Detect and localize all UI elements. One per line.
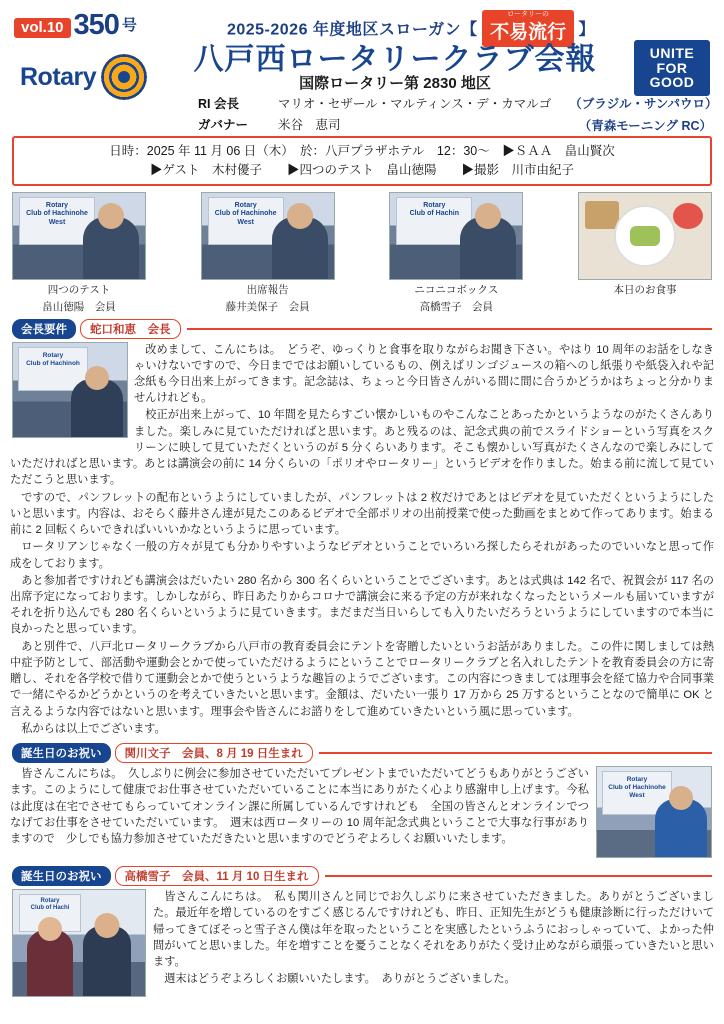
paragraph: あと別件で、八戸北ロータリークラブから八戸市の教育委員会にテントを寄贈したいというお話がありました。この件に関しましては熱中症予防として、部活動や運動会とかで使っていただけるようにということでロータリークラブと名入れしたテントを教育委員会の方に寄贈し、それを各学校で借りて運動会とかで使うというような趣旨のようでございます。この内容につきましては理事会を経て協力や合同事業で一緒にやるかどうかというのを考えていきたいと思います。金額は、だいたい一張り 17 万から 25 万するということなので簡単に OK と言えるような内容ではないと思います。理事会や皆さんにお諮りをして進めていきたいという風に思っています。 [10,640,714,718]
club-banner-icon: Rotary Club of Hachinohe West [602,771,672,815]
meeting-info-box [12,136,712,186]
plate-icon [614,205,676,267]
paragraph: 校正が出来上がって、10 年間を見たらすごい懐かしいものやこんなことあったかというようなのがたくさんありました。楽しみに見ていただければと思います。あと残るのは、記念式典の前でスライドショーという写真をスクリーンに映して見ていただくというのが 5 分くらいあります。そこも懐かしい写真がたくさんなので楽しみにしていただければと思います。あとは講演会の前に 14 分くらいの「ポリオやロータリー」というビデオを作りました。始まる前に流して見ていただこうと思います。 [10,409,714,487]
district-name: 国際ロータリー第 2830 地区 [299,75,491,92]
section-speaker: 高橋雪子 会員、11 月 10 日生まれ [115,866,319,886]
photo-cell [201,192,335,314]
club-banner-icon: Rotary Club of Hachi [19,894,81,932]
section-divider [325,875,712,877]
slogan-kanji-small: ロータリーの [507,11,550,18]
paragraph: 皆さんこんにちは。 久しぶりに例会に参加させていただいてプレゼントまでいただいてどうもありがとうございます。このようにして健康でお仕事させていただいていることに本当にありがたく心より感謝申し上げます。今私は此度は在宅でさせてもらっていてオンライン課に所属しているんですけれども 全国の皆さんとオンラインでつなげてお仕事をさせていただいています。 週末は西ロータリーの 10 周年記念式典ということで大事な行事がありますので 少しでも協力参加させていただきたいと思いますのでどうぞよろしくお願いいたします。 [10,768,589,846]
section-speaker: 関川文子 会員、8 月 19 日生まれ [115,743,313,763]
volume-suffix: 号 [121,17,137,35]
volume-badge [14,9,137,41]
photo-image [389,192,523,280]
section-header-birthday-1 [12,743,712,763]
officer-role: RI 会長 [198,97,239,111]
person-figure-icon [655,799,707,857]
birthday-photo-2 [12,889,146,997]
photo-cell [578,192,712,314]
photo-caption-1: 本日のお食事 [613,283,677,296]
section-body-president [10,342,714,739]
slogan-kanji-text: 不易流行 [490,21,567,43]
page-title: 八戸西ロータリークラブ会報 [193,43,597,76]
section-body-birthday-2 [10,889,714,999]
officers-list [198,94,718,136]
food-item-icon [673,203,703,229]
officer-row [198,94,718,112]
paragraph: ロータリアンじゃなく一般の方々が見ても分かりやすいようなビデオということでいろいろ探したらそれがあったのでいいなと思って作成をしております。 [10,541,714,570]
photo-caption-2: 藤井美保子 会員 [225,300,310,313]
section-tag: 誕生日のお祝い [12,743,111,763]
section-body-birthday-1 [10,766,714,861]
person-figure-icon [460,217,516,279]
section-header-birthday-2 [12,866,712,886]
meeting-info-line-2: ▶ゲスト 木村優子 ▶四つのテスト 畠山徳陽 ▶撮影 川市由紀子 [149,162,574,177]
paragraph: あと参加者ですけれども講演会はだいたい 280 名から 300 名くらいということでございます。あとは式典は 142 名で、祝賀会が 117 名の出席予定になっております。しかしながら、昨日あたりからコロナで講演会に来る予定の方が来れなくなったというメールも届いていますがそれを折り込んでも 280 名くらいというように見ていきます。まだまだ当日いらしても入りたいだろうというようにしていますので本当に良かったと思っています。 [10,574,714,636]
section-tag: 誕生日のお祝い [12,866,111,886]
paragraph: 週末はどうぞよろしくお願いいたします。 ありがとうございました。 [164,973,516,986]
photo-cell [12,192,146,314]
officer-name: 米谷 恵司 [278,118,341,132]
section-divider [187,328,713,330]
food-item-icon [585,201,619,229]
officer-affiliation: （ブラジル・サンパウロ） [569,97,718,111]
club-banner-icon: Rotary Club of Hachinohe West [208,197,284,245]
section-header-president-report [12,319,712,339]
section-speaker: 蛇口和恵 会長 [80,319,181,339]
meeting-info-line-1: 日時：2025 年 11 月 06 日（木） 於：八戸プラザホテル 12：30～ ▶ＳＡＡ 畠山賢次 [109,144,615,158]
unite-line-3: GOOD [649,74,695,91]
photo-caption-1: 出席報告 [246,283,289,296]
paragraph: 私からは以上でございます。 [21,722,166,735]
slogan-prefix: 2025-2026 年度地区スローガン【 [226,21,478,39]
page-header [10,6,718,134]
rotary-logo [20,54,147,100]
photo-caption-2: 畠山徳陽 会員 [42,300,116,313]
paragraph: 皆さんこんにちは。 私も関川さんと同じでお久しぶりに来させていただきました。ありがとうございました。最近年を増しているのをすごく感じるんですけれども、昨日、正知先生がどうも健康診断に行っただけいて帰ってきてぼそっと雪子さん僕は年を取ったということを実感したというふうにおっしゃっていて、よかった仲間がいてと思いました。年を増すことを憂うことなくそれをありがたく受け止めながら頑張っていきたいと思います。 [153,891,714,969]
person-figure-icon [83,217,139,279]
section-tag: 会長要件 [12,319,76,339]
volume-number: 350 [73,9,119,41]
photo-image [201,192,335,280]
officer-name: マリオ・セザール・マルティンス・デ・カマルゴ [278,97,552,111]
person-figure-icon [83,926,131,996]
president-photo [12,342,128,438]
photo-caption-2: 高橋雪子 会員 [419,300,494,313]
photo-image-food [578,192,712,280]
photo-strip [12,192,712,314]
officer-note: （青森モーニング RC） [578,119,712,133]
officer-role: ガバナー [198,118,249,132]
person-figure-icon [272,217,328,279]
person-figure-icon [71,379,123,437]
unite-for-good-logo [634,40,710,96]
section-divider [319,752,712,754]
photo-cell [389,192,523,314]
club-banner-icon: Rotary Club of Hachinoh [18,347,88,391]
photo-image [12,192,146,280]
birthday-photo-1 [596,766,712,858]
volume-tag: vol.10 [14,18,71,38]
club-banner-icon: Rotary Club of Hachinohe West [19,197,95,245]
paragraph: 改めまして、こんにちは。 どうぞ、ゆっくりと食事を取りながらお聞き下さい。やはり 10 周年のお話をしなきゃいけないですので、今日までではお願いしているもの、例えばリンゴジュースの箱へのし紙張りや紙袋入れや記念紙も今日出来上がってきます。記念誌は、ちょっと今日皆さんがいる間に間に合うかどうかはちょっと分かりませんけれども。 [134,343,714,405]
club-banner-icon: Rotary Club of Hachin [396,197,472,245]
rotary-wordmark: Rotary [20,62,97,91]
slogan-suffix: 】 [578,21,596,39]
unite-line-2: FOR [656,59,688,76]
person-figure-icon [27,930,73,996]
rotary-wheel-icon [101,54,147,100]
photo-caption-1: 四つのテスト [47,283,111,296]
photo-caption-1: ニコニコボックス [414,283,499,296]
unite-line-1: UNITE [649,44,695,61]
paragraph: ですので、パンフレットの配布というようにしていましたが、パンフレットは 2 枚だけであとはビデオを見ていただくというようにしたいと思います。内容は、おそらく藤井さん達が見たこのあるビデオで全部ポリオの出前授業で使った動画をまとめて作ってあります。始まる前に 2 回転くらいできればいいいかなというように思っています。 [10,491,714,537]
